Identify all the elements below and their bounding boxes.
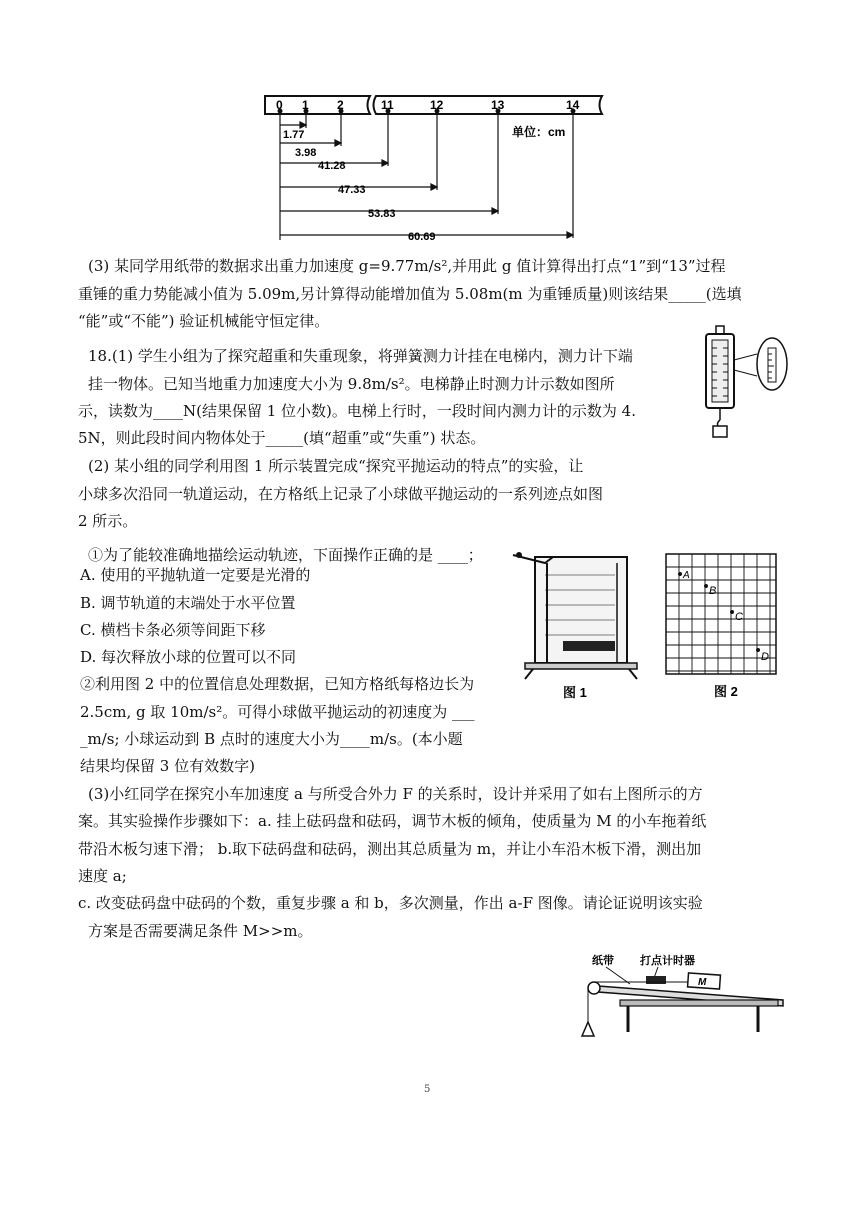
q18-2-line-1: (2) 某小组的同学利用图 1 所示装置完成“探究平抛运动的特点”的实验，让: [88, 457, 584, 475]
q18-3-line-5: c. 改变砝码盘中砝码的个数，重复步骤 a 和 b，多次测量，作出 a-F 图像。请论证说明该实验: [78, 894, 703, 912]
trajectory-grid-figure: [664, 552, 784, 702]
q18-3-line-4: 速度 a;: [78, 867, 127, 885]
unit-label: 单位：cm: [512, 125, 566, 139]
q18-3-line-2: 案。其实验操作步骤如下：a. 挂上砝码盘和砝码，调节木板的倾角，使质量为 M 的小车拖着纸: [78, 812, 707, 830]
grid-point-d: D: [761, 651, 769, 663]
q17-3-line-1: (3) 某同学用纸带的数据求出重力加速度 g=9.77m/s²,并用此 g 值计算得出打点“1”到“13”过程: [88, 257, 726, 275]
q18-2-line-2: 小球多次沿同一轨道运动，在方格纸上记录了小球做平抛运动的一系列迹点如图: [78, 485, 604, 503]
distance-label: 47.33: [338, 184, 366, 196]
tape-label-13: 13: [491, 98, 505, 112]
q18-3-line-6: 方案是否需要满足条件 M>>m。: [88, 922, 313, 940]
q17-3-line-3: “能”或“不能”) 验证机械能守恒定律。: [78, 312, 330, 330]
tape-label-1: 1: [302, 98, 309, 112]
distance-label: 41.28: [318, 160, 346, 172]
page-number: 5: [424, 1084, 431, 1095]
spring-scale-figure: [700, 320, 800, 438]
tape-label-12: 12: [430, 98, 444, 112]
q18-2-sub-2-line-4: 结果均保留 3 位有效数字): [80, 757, 255, 775]
q18-1-line-2: 挂一物体。已知当地重力加速度大小为 9.8m/s²。电梯静止时测力计示数如图所: [88, 375, 615, 393]
option-a: A. 使用的平抛轨道一定要是光滑的: [80, 566, 311, 584]
q18-2-sub-2-line-3: _m/s; 小球运动到 B 点时的速度大小为____m/s。(本小题: [80, 730, 463, 748]
timer-label: 打点计时器: [640, 955, 695, 967]
tape-label-14: 14: [566, 98, 580, 112]
tape-label-11: 11: [381, 98, 394, 112]
q18-2-sub-1: ①为了能较准确地描绘运动轨迹，下面操作正确的是 ____；: [88, 546, 483, 564]
cart-mass-label: M: [698, 977, 707, 988]
distance-label: 60.69: [408, 231, 436, 243]
q18-2-sub-2-line-2: 2.5cm, g 取 10m/s²。可得小球做平抛运动的初速度为 ___: [80, 703, 475, 721]
q18-1-line-1: 18.(1) 学生小组为了探究超重和失重现象，将弹簧测力计挂在电梯内，测力计下端: [88, 347, 633, 365]
q18-1-line-4: 5N，则此段时间内物体处于_____(填“超重”或“失重”) 状态。: [78, 429, 486, 447]
option-d: D. 每次释放小球的位置可以不同: [80, 648, 297, 666]
grid-point-b: B: [709, 585, 717, 597]
option-b: B. 调节轨道的末端处于水平位置: [80, 594, 296, 612]
grid-point-a: A: [683, 570, 690, 581]
paper-tape-figure: [262, 88, 612, 248]
projectile-apparatus-figure: [505, 545, 645, 703]
q17-3-line-2: 重锤的重力势能减小值为 5.09m,另计算得动能增加值为 5.08m(m 为重锤质量)则该结果_____(选填: [78, 285, 742, 303]
distance-label: 3.98: [295, 147, 317, 159]
q18-2-line-3: 2 所示。: [78, 512, 138, 530]
cart-incline-figure: [578, 952, 788, 1042]
q18-2-sub-2-line-1: ②利用图 2 中的位置信息处理数据，已知方格纸每格边长为: [80, 675, 475, 693]
distance-label: 1.77: [283, 129, 305, 141]
tape-label: 纸带: [592, 955, 614, 967]
fig1-caption: 图 1: [563, 685, 587, 700]
q18-3-line-1: (3)小红同学在探究小车加速度 a 与所受合外力 F 的关系时，设计并采用了如右上图所示的方: [88, 785, 703, 803]
tape-label-2: 2: [337, 98, 344, 112]
q18-3-line-3: 带沿木板匀速下滑； b.取下砝码盘和砝码，测出其总质量为 m，并让小车沿木板下滑，测出加: [78, 840, 702, 858]
fig2-caption: 图 2: [714, 684, 738, 699]
grid-point-c: C: [735, 611, 743, 623]
tape-label-0: 0: [276, 98, 283, 112]
option-c: C. 横档卡条必须等间距下移: [80, 621, 266, 639]
distance-label: 53.83: [368, 208, 396, 220]
q18-1-line-3: 示，读数为____N(结果保留 1 位小数)。电梯上行时，一段时间内测力计的示数为 4.: [78, 402, 636, 420]
